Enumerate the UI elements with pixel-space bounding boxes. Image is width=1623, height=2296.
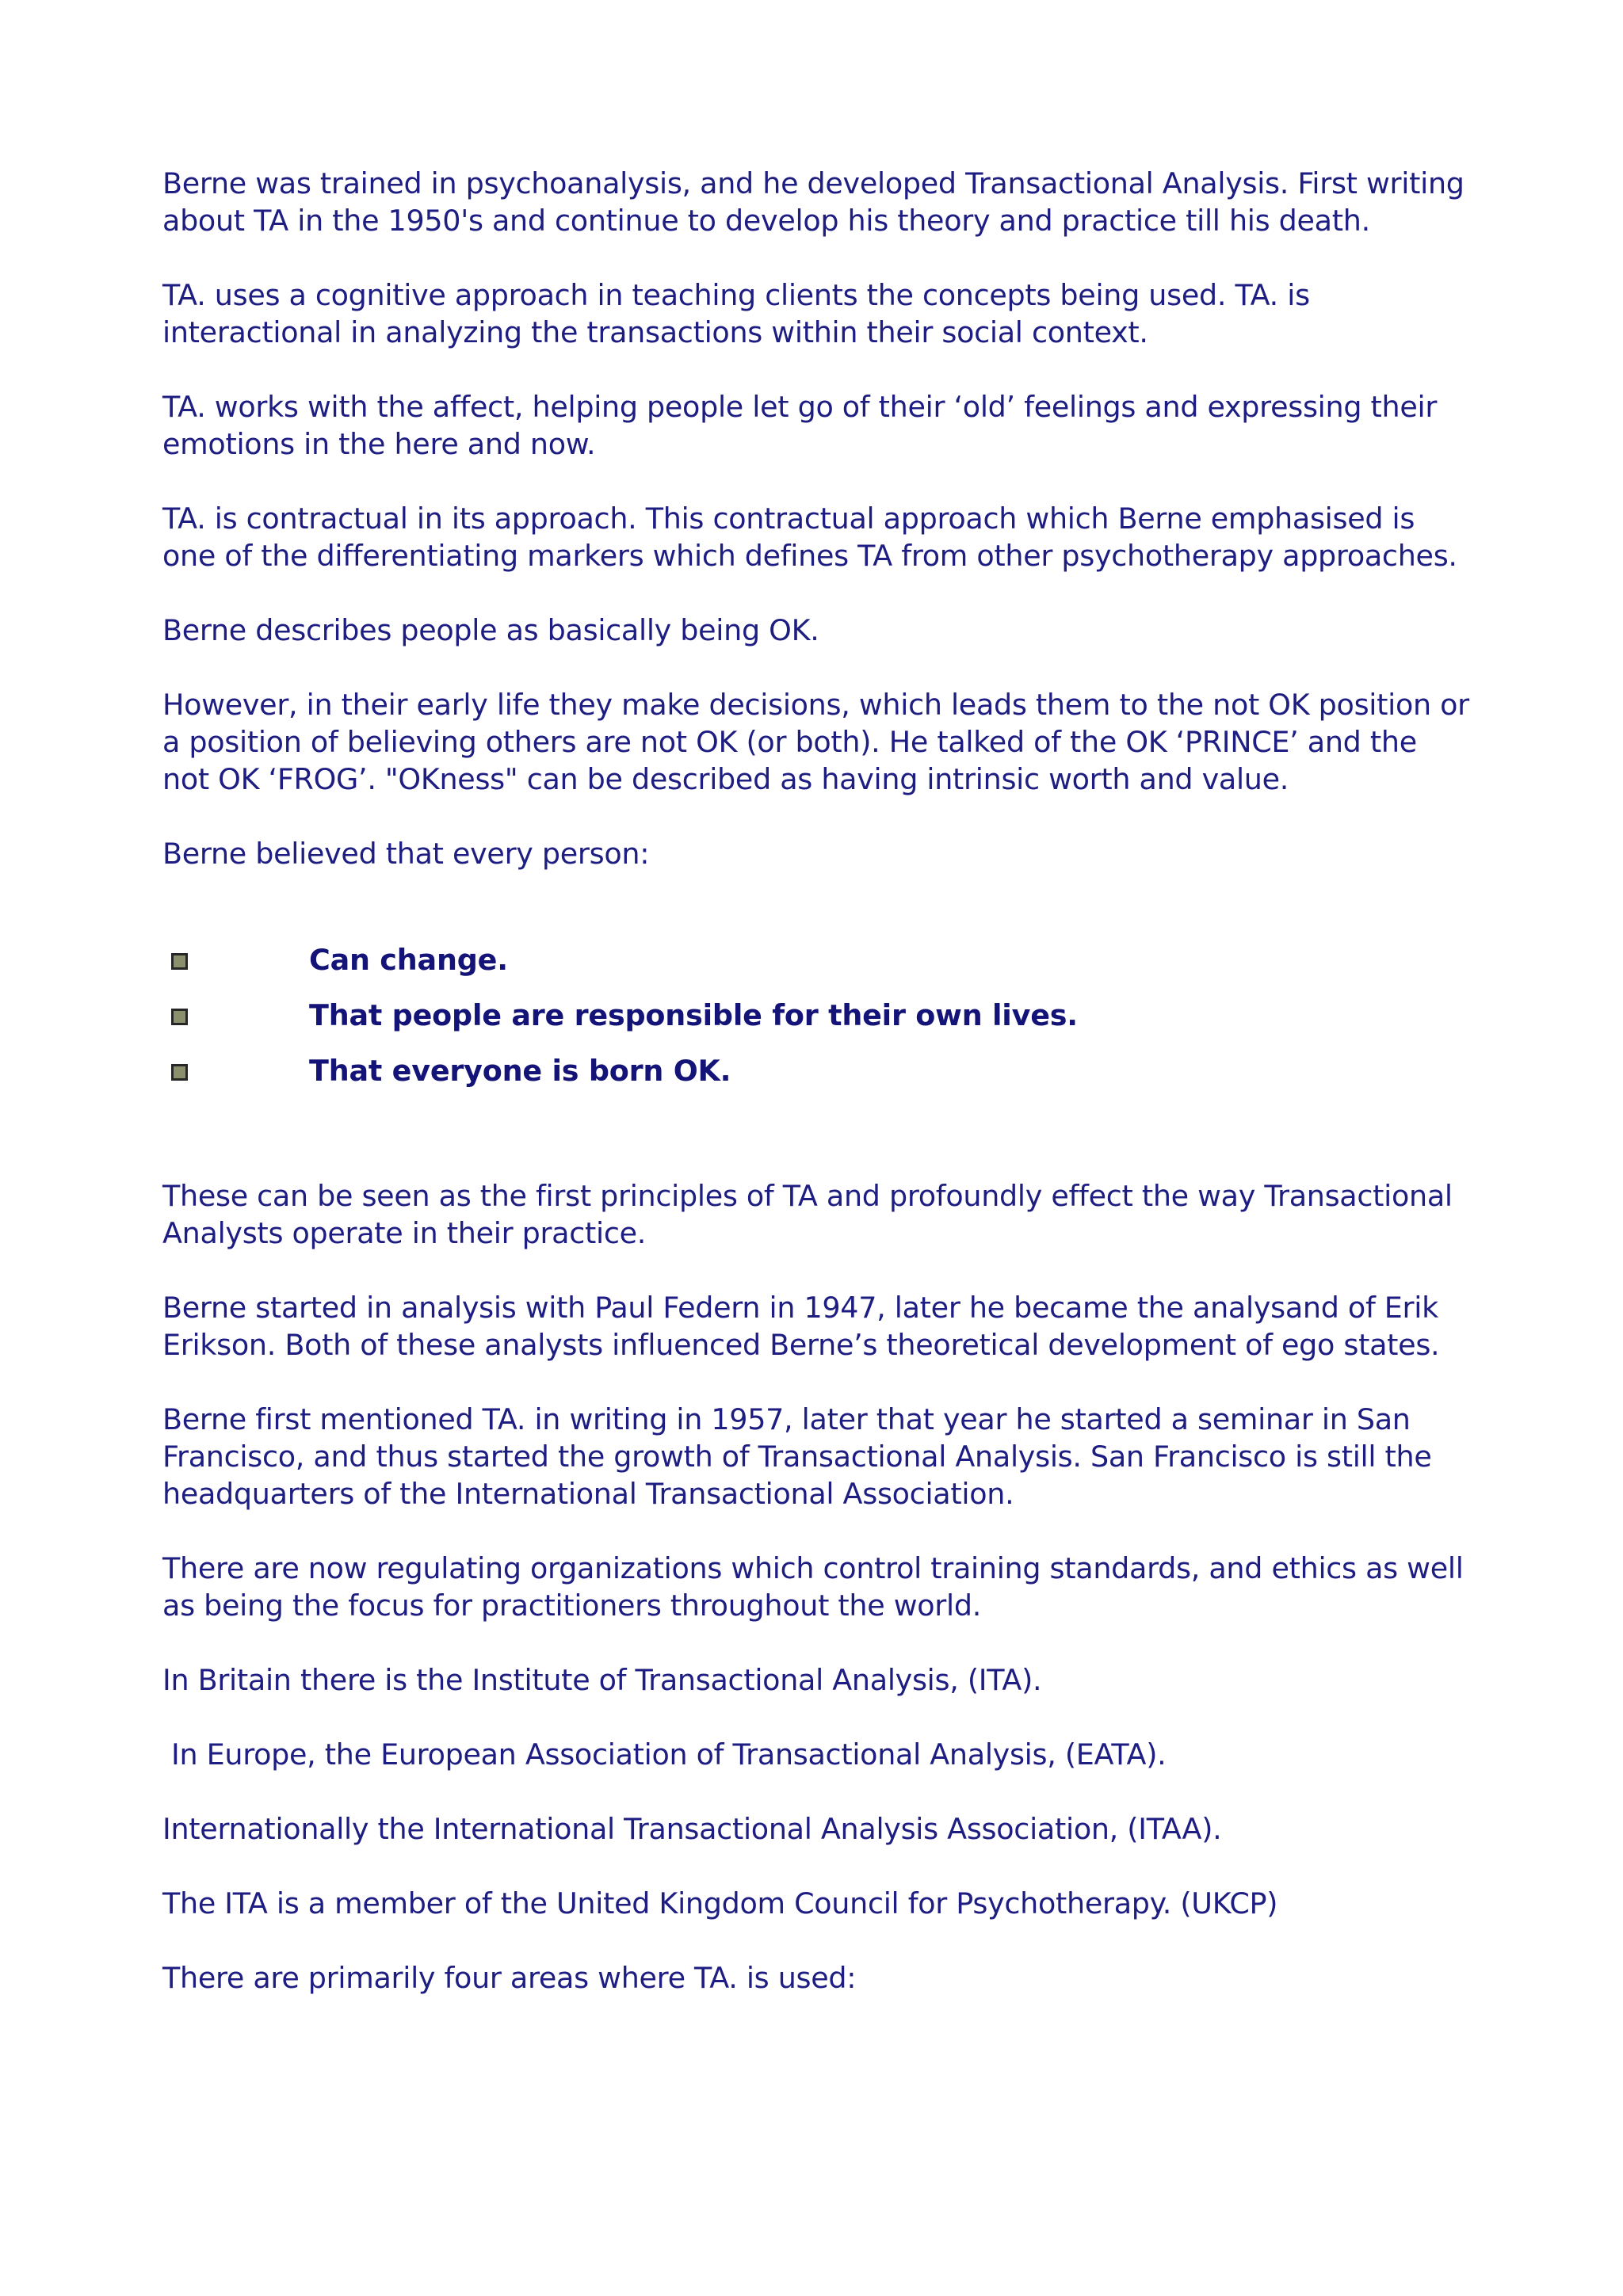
paragraph-basically-ok: Berne describes people as basically being OK. [162,613,819,647]
paragraph-berne-believed: Berne believed that every person: [162,837,650,871]
document-body-continued [162,1177,1470,1997]
paragraph-europe-eata: In Europe, the European Association of Transactional Analysis, (EATA). [171,1737,1167,1772]
list-item [162,1043,1470,1098]
square-bullet-icon [171,1064,188,1081]
paragraph-federn-erikson: Berne started in analysis with Paul Federn in 1947, later he became the analysand of Erik Erikson. Both of these analysts influenced Berne’s theoretical development of ego states. [162,1291,1440,1362]
square-bullet-icon [171,1009,188,1025]
paragraph-regulating-organizations: There are now regulating organizations which control training standards, and ethics as well as being the focus for practitioners throughout the world. [162,1551,1464,1623]
paragraph-cognitive-approach: TA. uses a cognitive approach in teaching clients the concepts being used. TA. is interactional in analyzing the transactions within their social context. [162,278,1310,349]
paragraph-international-itaa: Internationally the International Transactional Analysis Association, (ITAA). [162,1812,1222,1846]
square-bullet-icon [171,953,188,970]
list-item-text: That everyone is born OK. [309,1053,731,1088]
list-item [162,932,1470,987]
paragraph-berne-training: Berne was trained in psychoanalysis, and he developed Transactional Analysis. First writing about TA in the 1950's and continue to develop his theory and practice till his death. [162,166,1465,238]
principles-list [162,932,1470,1098]
paragraph-britain-ita: In Britain there is the Institute of Transactional Analysis, (ITA). [162,1663,1042,1697]
list-item-text: Can change. [309,942,508,977]
paragraph-affect: TA. works with the affect, helping people let go of their ‘old’ feelings and expressing their emotions in the here and now. [162,390,1438,461]
list-item-text: That people are responsible for their own lives. [309,997,1078,1032]
paragraph-early-decisions: However, in their early life they make decisions, which leads them to the not OK position or a position of believing others are not OK (or both). He talked of the OK ‘PRINCE’ and the not OK ‘FROG’. "OKness" can be described as having intrinsic worth and value. [162,688,1469,796]
paragraph-san-francisco: Berne first mentioned TA. in writing in 1957, later that year he started a seminar in San Francisco, and thus started the growth of Transactional Analysis. San Francisco is still the headquarters of the International Transactional Association. [162,1402,1432,1511]
document-page [162,165,1470,2034]
paragraph-four-areas: There are primarily four areas where TA. is used: [162,1961,857,1995]
list-item [162,987,1470,1043]
paragraph-ukcp: The ITA is a member of the United Kingdom Council for Psychotherapy. (UKCP) [162,1886,1278,1920]
paragraph-first-principles: These can be seen as the first principles of TA and profoundly effect the way Transactional Analysts operate in their practice. [162,1179,1453,1250]
paragraph-contractual: TA. is contractual in its approach. This contractual approach which Berne emphasised is one of the differentiating markers which defines TA from other psychotherapy approaches. [162,502,1457,573]
